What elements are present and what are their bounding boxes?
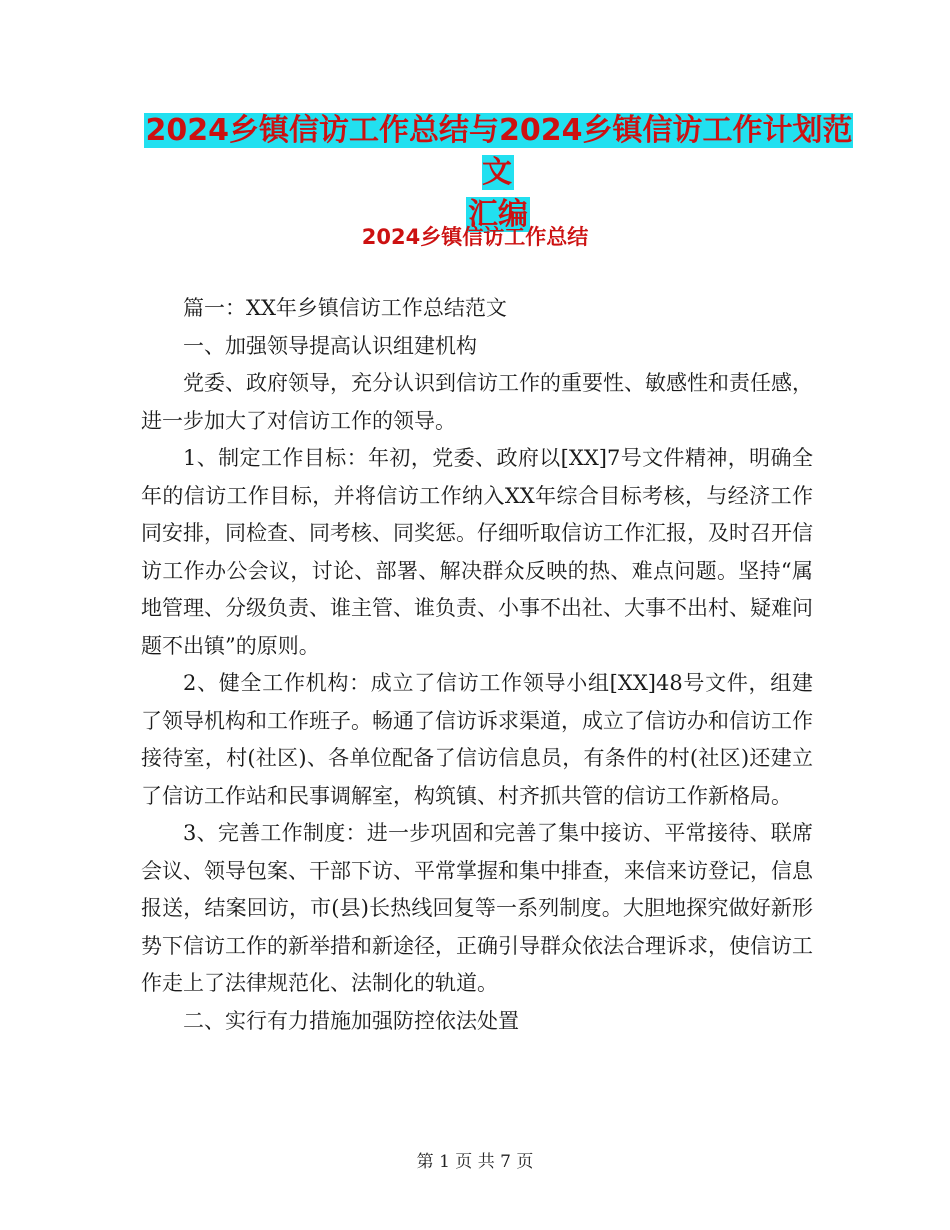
- document-title: [140, 110, 856, 236]
- paragraph: 二、实行有力措施加强防控依法处置: [183, 1008, 519, 1033]
- document-title-line-1: 2024乡镇信访工作总结与2024乡镇信访工作计划范文: [145, 113, 853, 190]
- section-title: 2024乡镇信访工作总结: [361, 225, 589, 249]
- paragraph: 2、健全工作机构：成立了信访工作领导小组[XX]48号文件，组建了领导机构和工作班子。畅通了信访诉求渠道，成立了信访办和信访工作接待室，村(社区)、各单位配备了信访信息员，有条件的村(社区)还建立了信访工作站和民事调解室，构筑镇、村齐抓共管的信访工作新格局。: [141, 671, 813, 808]
- paragraph: 3、完善工作制度：进一步巩固和完善了集中接访、平常接待、联席会议、领导包案、干部下访、平常掌握和集中排查，来信来访登记，信息报送，结案回访，市(县)长热线回复等一系列制度。大胆地探究做好新形势下信访工作的新举措和新途径，正确引导群众依法合理诉求，使信访工作走上了法律规范化、法制化的轨道。: [141, 821, 813, 995]
- paragraph: 1、制定工作目标：年初，党委、政府以[XX]7号文件精神，明确全年的信访工作目标，并将信访工作纳入XX年综合目标考核，与经济工作同安排，同检查、同考核、同奖惩。仔细听取信访工作汇报，及时召开信访工作办公会议，讨论、部署、解决群众反映的热、难点问题。坚持“属地管理、分级负责、谁主管、谁负责、小事不出社、大事不出村、疑难问题不出镇”的原则。: [141, 446, 813, 658]
- paragraph: 篇一：XX年乡镇信访工作总结范文: [183, 296, 507, 320]
- document-title-line-2: 汇编: [468, 197, 528, 232]
- paragraph: 党委、政府领导，充分认识到信访工作的重要性、敏感性和责任感，进一步加大了对信访工作的领导。: [141, 371, 813, 433]
- page-number: 第 1 页 共 7 页: [416, 1152, 534, 1172]
- document-body: [141, 290, 813, 1040]
- paragraph: 一、加强领导提高认识组建机构: [183, 333, 477, 358]
